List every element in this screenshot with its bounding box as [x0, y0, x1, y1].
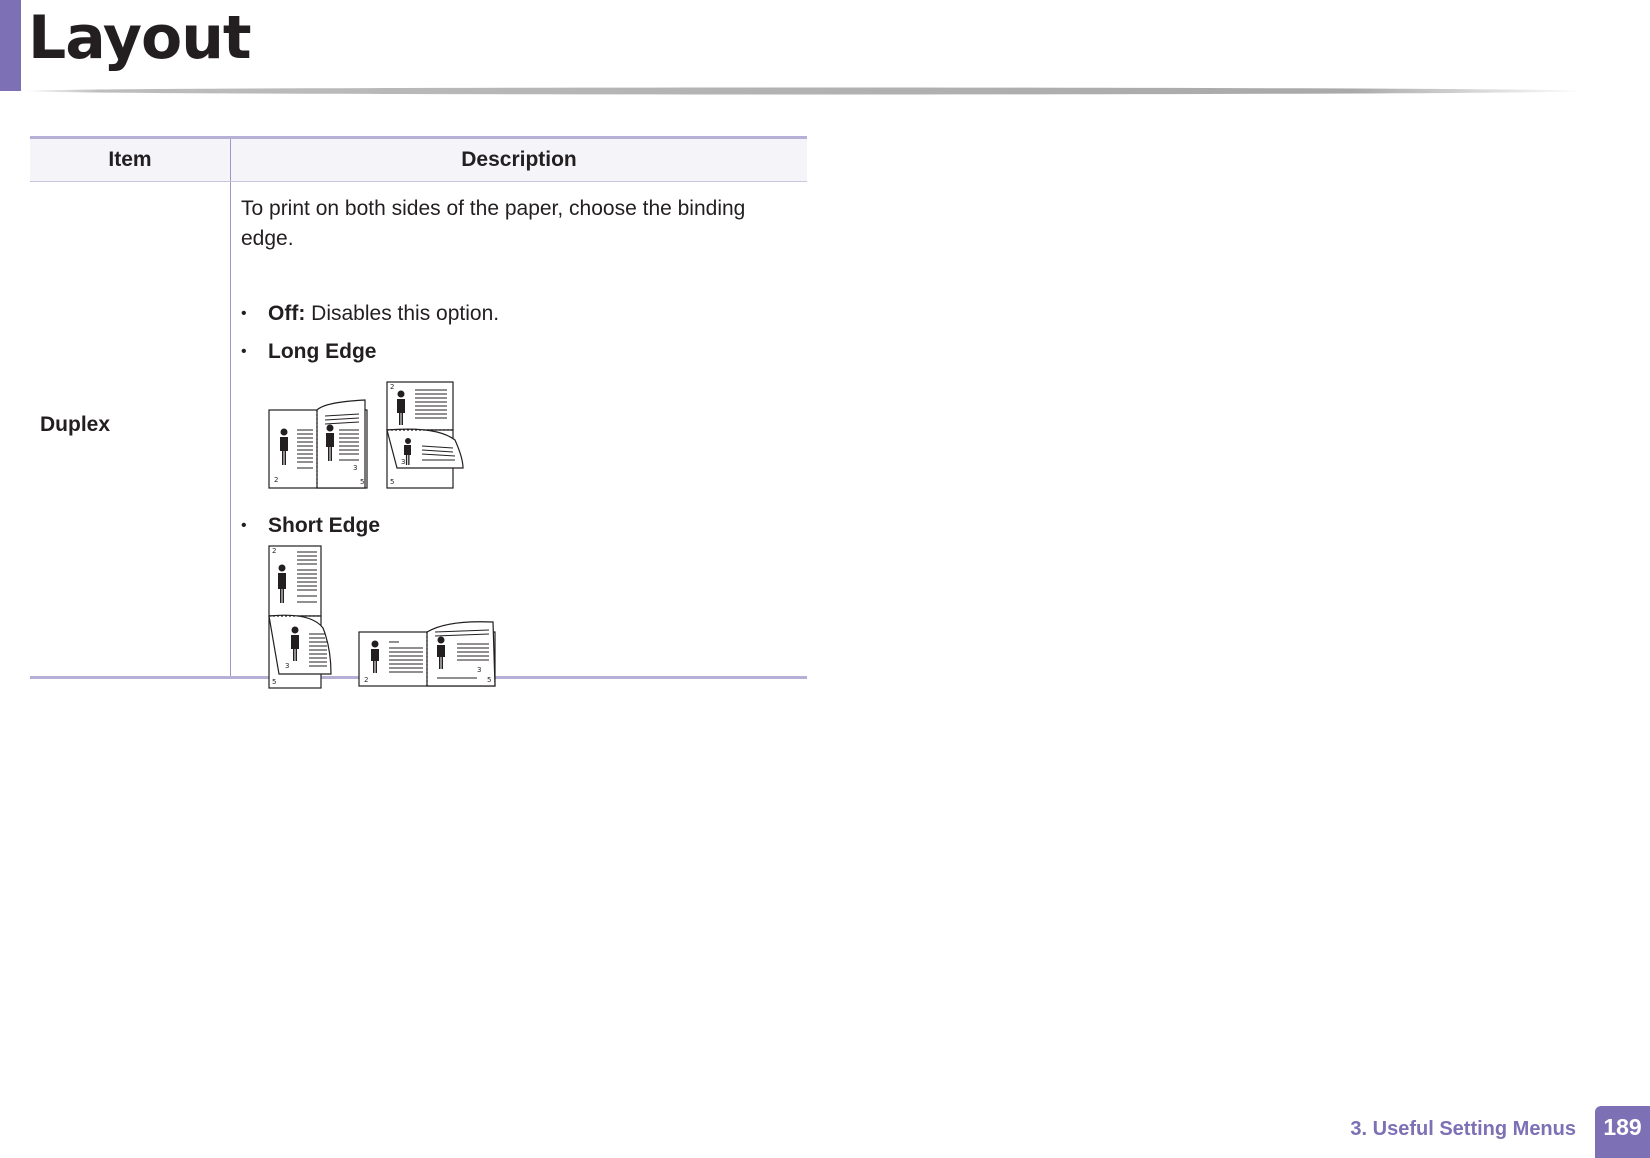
svg-text:3: 3: [477, 666, 482, 674]
footer-chapter: 3. Useful Setting Menus: [1350, 1118, 1576, 1140]
short-edge-binding-illustration: [267, 544, 507, 690]
long-edge-binding-illustration: [267, 380, 477, 490]
svg-text:3: 3: [285, 662, 290, 670]
svg-text:5: 5: [272, 678, 277, 686]
page-title: Layout: [28, 3, 251, 73]
table-row: [30, 182, 807, 686]
svg-text:5: 5: [487, 676, 492, 684]
bullet-icon: •: [241, 305, 247, 322]
duplex-intro: To print on both sides of the paper, choose the binding edge.: [241, 197, 746, 250]
svg-text:2: 2: [364, 676, 369, 684]
option-off-name: Off:: [268, 302, 306, 325]
title-accent-bar: [0, 0, 21, 91]
header-item: Item: [30, 139, 231, 181]
svg-text:2: 2: [272, 547, 277, 555]
svg-text:3: 3: [401, 458, 406, 466]
option-long-edge: [241, 338, 377, 366]
option-off-desc: Disables this option.: [305, 302, 500, 325]
option-long-edge-name: Long Edge: [268, 340, 377, 363]
svg-text:5: 5: [390, 478, 395, 486]
item-cell: [30, 182, 231, 676]
page-number-badge: 189: [1595, 1106, 1650, 1158]
bullet-icon: •: [241, 517, 247, 534]
layout-options-table: [30, 136, 807, 686]
description-cell: [231, 182, 807, 686]
svg-text:2: 2: [274, 476, 279, 484]
bullet-icon: •: [241, 343, 247, 360]
title-divider: [22, 86, 1587, 96]
table-header: [30, 139, 807, 182]
item-duplex: Duplex: [40, 413, 111, 436]
option-off: [241, 300, 499, 328]
svg-text:5: 5: [360, 478, 365, 486]
option-short-edge: [241, 512, 380, 540]
svg-text:2: 2: [390, 383, 395, 391]
option-short-edge-name: Short Edge: [268, 514, 381, 537]
header-description: Description: [461, 148, 577, 171]
svg-text:3: 3: [353, 464, 358, 472]
